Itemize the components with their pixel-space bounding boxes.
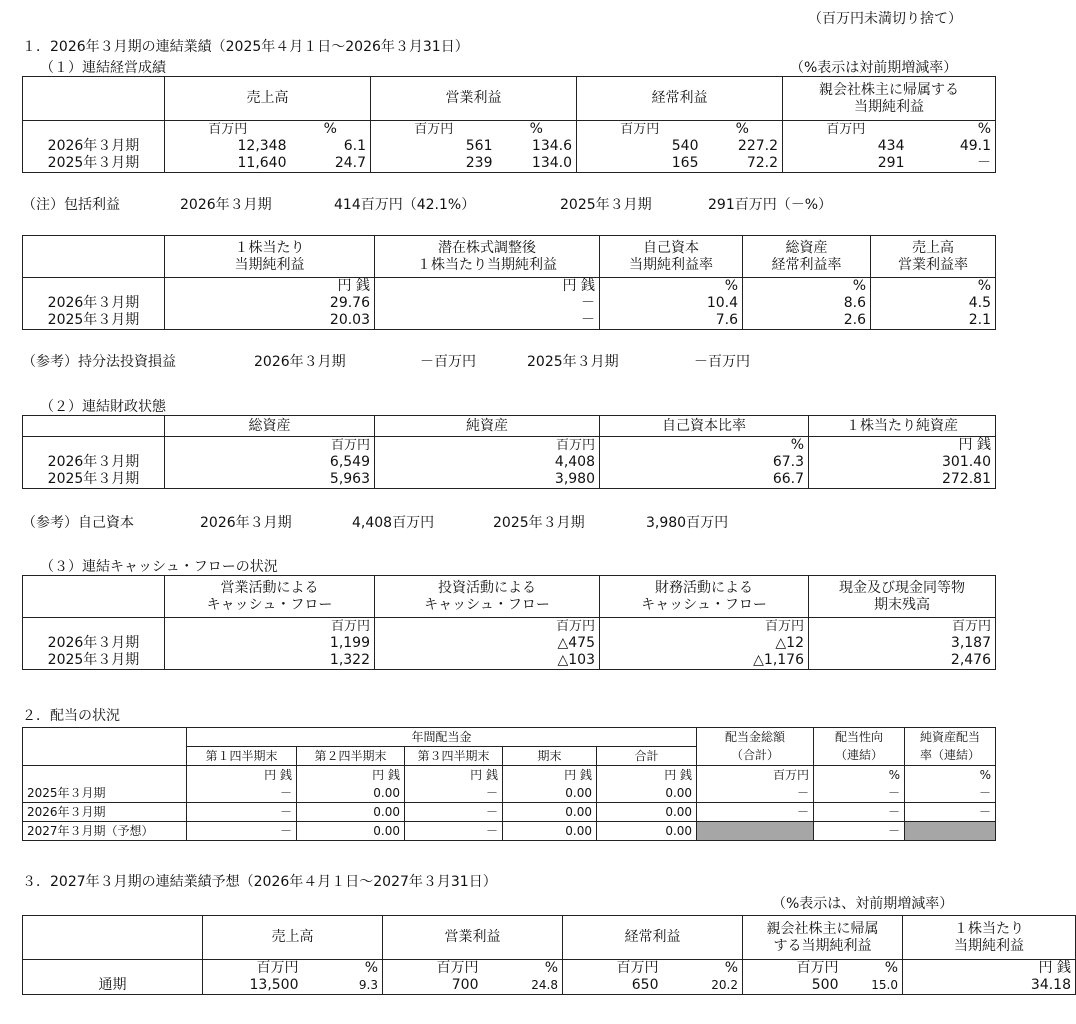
financial-position-table: [22, 415, 996, 489]
unit-cell: 百万円: [743, 960, 843, 978]
note-equity-label: （参考）自己資本: [22, 515, 134, 531]
value-cell: 34.18: [903, 977, 1076, 995]
header-total: 合計: [597, 747, 697, 766]
header-line: 期末残高: [874, 596, 930, 613]
unit-cell: 円 銭: [187, 766, 297, 785]
header-line: 率（連結）: [920, 748, 981, 762]
operating-results-table: [22, 76, 996, 173]
table-row: [23, 977, 1076, 995]
row-label: 2025年３月期: [23, 652, 165, 670]
value-cell: 20.2: [663, 977, 743, 995]
value-cell: 20.03: [165, 312, 375, 330]
unit-cell: %: [743, 278, 871, 296]
value-cell: 24.8: [483, 977, 563, 995]
unit-cell: %: [600, 278, 743, 296]
value-cell: 2,476: [809, 652, 996, 670]
unit-note: （百万円未満切り捨て）: [808, 11, 962, 27]
header-roa: [743, 236, 871, 278]
header-sales: 売上高: [165, 77, 371, 121]
row-label: 2026年３月期: [23, 635, 165, 652]
corner-cell: [23, 416, 165, 437]
header-line: 財務活動による: [655, 579, 753, 596]
note-period-2: 2025年３月期: [493, 515, 585, 531]
header-line: （合計）: [731, 748, 780, 762]
value-cell: －: [814, 822, 905, 841]
row-label: 2026年３月期: [23, 295, 165, 312]
table-row: [23, 784, 996, 803]
value-cell: 3,980: [375, 471, 600, 489]
value-cell: 9.3: [303, 977, 383, 995]
table-row: [23, 803, 996, 822]
header-line: （連結）: [835, 748, 884, 762]
unit-cell: 百万円: [165, 437, 375, 455]
label-cell: [23, 437, 165, 455]
header-net-assets: 純資産: [375, 416, 600, 437]
unit-cell: %: [483, 960, 563, 978]
row-label: 2025年３月期: [23, 784, 187, 803]
unit-cell: %: [909, 121, 996, 139]
corner-cell: [23, 728, 187, 766]
row-label: 通期: [23, 977, 203, 995]
row-label: 2026年３月期: [23, 454, 165, 471]
value-cell: 13,500: [203, 977, 303, 995]
header-eps: [165, 236, 375, 278]
value-cell: －: [187, 822, 297, 841]
value-cell: －: [375, 295, 600, 312]
header-operating-cf: [165, 576, 375, 618]
header-operating-margin: [871, 236, 996, 278]
value-cell: 3,187: [809, 635, 996, 652]
corner-cell: [23, 77, 165, 121]
value-cell: 4,408: [375, 454, 600, 471]
value-cell: 10.4: [600, 295, 743, 312]
value-cell: 49.1: [909, 138, 996, 155]
unit-cell: %: [871, 278, 996, 296]
value-cell: －: [405, 822, 503, 841]
value-cell: △1,176: [600, 652, 809, 670]
value-cell: 700: [383, 977, 483, 995]
header-line: 営業利益率: [898, 256, 968, 273]
table-row: [23, 635, 996, 652]
header-line: 配当金総額: [725, 730, 786, 744]
header-doe: [905, 728, 996, 766]
header-cash-balance: [809, 576, 996, 618]
value-cell: 6,549: [165, 454, 375, 471]
row-label: 2027年３月期（予想）: [23, 822, 187, 841]
header-investing-cf: [375, 576, 600, 618]
unit-cell: 円 銭: [503, 766, 597, 785]
table-row: [23, 652, 996, 670]
header-net-income-line2: 当期純利益: [854, 98, 924, 115]
header-eps: [903, 916, 1076, 960]
row-label: 2025年３月期: [23, 471, 165, 489]
per-share-table: [22, 235, 996, 330]
unit-cell: 百万円: [783, 121, 909, 139]
header-line: 配当性向: [835, 730, 884, 744]
header-total-assets: 総資産: [165, 416, 375, 437]
unit-cell: 百万円: [375, 618, 600, 636]
header-annual-dividend: 年間配当金: [187, 728, 697, 747]
unit-cell: 円 銭: [597, 766, 697, 785]
value-cell: －: [814, 803, 905, 822]
unit-cell: 百万円: [165, 618, 375, 636]
note-value-2: 291百万円（－%）: [708, 197, 833, 213]
value-cell: －: [697, 784, 814, 803]
unit-cell: 百万円: [383, 960, 483, 978]
header-line: する当期純利益: [773, 937, 872, 954]
value-cell: 291: [783, 155, 909, 173]
header-financing-cf: [600, 576, 809, 618]
unit-cell: 円 銭: [375, 278, 600, 296]
value-cell: －: [187, 784, 297, 803]
unit-cell: 円 銭: [903, 960, 1076, 978]
value-cell: －: [405, 803, 503, 822]
value-cell: 500: [743, 977, 843, 995]
subsection-title-cashflow: （３）連結キャッシュ・フローの状況: [40, 559, 278, 575]
unit-cell: %: [843, 960, 903, 978]
value-cell: 561: [465, 138, 493, 154]
unit-cell: 百万円: [600, 618, 809, 636]
header-operating-income: 営業利益: [371, 77, 577, 121]
header-equity-ratio: 自己資本比率: [600, 416, 809, 437]
corner-cell: [23, 916, 203, 960]
forecast-table: [22, 915, 1076, 995]
header-total-dividend: [697, 728, 814, 766]
corner-cell: [23, 236, 165, 278]
value-cell: 29.76: [165, 295, 375, 312]
value-cell: 0.00: [597, 822, 697, 841]
unit-cell: %: [600, 437, 809, 455]
corner-cell: [23, 576, 165, 618]
header-line: 現金及び現金同等物: [839, 579, 965, 596]
unit-cell: %: [905, 766, 996, 785]
unit-cell: %: [497, 121, 577, 139]
value-cell: 0.00: [297, 784, 405, 803]
header-line: 純資産配当: [920, 730, 981, 744]
value-cell: 12,348: [237, 138, 287, 154]
value-cell: 2.1: [871, 312, 996, 330]
value-cell: 1,322: [165, 652, 375, 670]
value-cell: 4.5: [871, 295, 996, 312]
value-cell: 0.00: [297, 822, 405, 841]
value-cell: 66.7: [600, 471, 809, 489]
note-comprehensive-income-label: （注）包括利益: [22, 197, 120, 213]
section-title-dividends: ２．配当の状況: [22, 708, 120, 724]
note-value-1: 414百万円（42.1%）: [334, 197, 476, 213]
header-line: 当期純利益: [954, 937, 1024, 954]
note-value-1: 4,408百万円: [352, 515, 435, 531]
value-cell: 5,963: [165, 471, 375, 489]
table-row: [23, 312, 996, 330]
label-cell: [23, 960, 203, 978]
label-cell: [23, 618, 165, 636]
value-cell: －: [405, 784, 503, 803]
value-cell: 0.00: [503, 822, 597, 841]
pct-note: （%表示は対前期増減率）: [790, 60, 958, 76]
value-cell: 11,640: [165, 155, 291, 173]
unit-cell: 円 銭: [405, 766, 503, 785]
header-ordinary-income: 経常利益: [577, 77, 783, 121]
value-cell: 134.0: [497, 155, 577, 173]
value-cell: 6.1: [291, 138, 371, 155]
unit-cell: 百万円: [165, 121, 291, 139]
unit-cell: 円 銭: [809, 437, 996, 455]
table-row: [23, 471, 996, 489]
pct-note-forecast: （%表示は、対前期増減率）: [772, 896, 954, 912]
header-line: １株当たり当期純利益: [417, 256, 557, 273]
header-line: 営業活動による: [220, 579, 319, 596]
header-line: 当期純利益: [234, 256, 305, 273]
section-title-forecast: ３．2027年３月期の連結業績予想（2026年４月１日～2027年３月31日）: [22, 874, 497, 890]
unit-cell: 百万円: [577, 121, 703, 139]
value-cell: 239: [371, 155, 497, 173]
header-line: 総資産: [785, 239, 828, 256]
dividends-table: [22, 727, 996, 841]
label-cell: [23, 278, 165, 296]
value-cell: 8.6: [743, 295, 871, 312]
header-line: 潜在株式調整後: [438, 239, 536, 256]
header-net-income: [743, 916, 903, 960]
header-q2: 第２四半期末: [297, 747, 405, 766]
header-line: 経常利益率: [771, 256, 842, 273]
value-cell: －: [814, 784, 905, 803]
header-operating-income: 営業利益: [383, 916, 563, 960]
unit-cell: 百万円: [371, 121, 497, 139]
header-line: キャッシュ・フロー: [641, 596, 767, 613]
table-row: [23, 155, 996, 173]
value-cell: －: [905, 784, 996, 803]
cashflow-table: [22, 575, 996, 670]
unit-cell: %: [663, 960, 743, 978]
value-cell: 434: [877, 138, 905, 154]
header-net-income: [783, 77, 996, 121]
header-line: １株当たり: [954, 920, 1024, 937]
note-period-1: 2026年３月期: [254, 354, 346, 370]
unit-cell: %: [814, 766, 905, 785]
label-cell: [23, 766, 187, 785]
value-cell: －: [697, 803, 814, 822]
header-diluted-eps: [375, 236, 600, 278]
value-cell: 0.00: [597, 803, 697, 822]
value-cell: －: [375, 312, 600, 330]
section-title-results: １．2026年３月期の連結業績（2025年４月１日～2026年３月31日）: [22, 39, 469, 55]
row-label: 2026年３月期: [23, 803, 187, 822]
value-cell: 67.3: [600, 454, 809, 471]
note-period-1: 2026年３月期: [180, 197, 272, 213]
header-line: 投資活動による: [438, 579, 536, 596]
shaded-cell: [905, 822, 996, 841]
header-ordinary-income: 経常利益: [563, 916, 743, 960]
subsection-title-financial: （２）連結財政状態: [40, 399, 166, 415]
header-line: 売上高: [912, 239, 954, 256]
note-period-1: 2026年３月期: [200, 515, 292, 531]
note-value-2: －百万円: [694, 354, 750, 370]
value-cell: 1,199: [165, 635, 375, 652]
value-cell: 24.7: [291, 155, 371, 173]
header-line: 当期純利益率: [629, 256, 713, 273]
value-cell: △103: [375, 652, 600, 670]
header-year-end: 期末: [503, 747, 597, 766]
table-row: [23, 454, 996, 471]
unit-cell: 百万円: [809, 618, 996, 636]
header-line: 親会社株主に帰属: [766, 920, 879, 937]
unit-cell: 円 銭: [165, 278, 375, 296]
table-row: [23, 295, 996, 312]
unit-cell: 百万円: [203, 960, 303, 978]
value-cell: 7.6: [600, 312, 743, 330]
subsection-title-operating-results: （１）連結経営成績: [40, 60, 166, 76]
note-value-2: 3,980百万円: [646, 515, 729, 531]
row-label: 2026年３月期: [23, 138, 165, 155]
header-line: 自己資本: [643, 239, 699, 256]
note-value-1: －百万円: [420, 354, 476, 370]
value-cell: 0.00: [597, 784, 697, 803]
value-cell: 134.6: [497, 138, 577, 155]
row-label: 2025年３月期: [23, 155, 165, 173]
value-cell: 0.00: [503, 784, 597, 803]
header-bps: １株当たり純資産: [809, 416, 996, 437]
label-cell: [23, 121, 165, 139]
value-cell: 2.6: [743, 312, 871, 330]
value-cell: 165: [577, 155, 703, 173]
value-cell: 540: [671, 138, 699, 154]
header-q3: 第３四半期末: [405, 747, 503, 766]
unit-cell: %: [291, 121, 371, 139]
unit-cell: 百万円: [375, 437, 600, 455]
unit-cell: 円 銭: [297, 766, 405, 785]
unit-cell: %: [303, 960, 383, 978]
value-cell: －: [905, 803, 996, 822]
note-equity-method-label: （参考）持分法投資損益: [22, 354, 176, 370]
unit-cell: 百万円: [563, 960, 663, 978]
value-cell: 72.2: [703, 155, 783, 173]
header-line: キャッシュ・フロー: [206, 596, 333, 613]
value-cell: 301.40: [809, 454, 996, 471]
header-sales: 売上高: [203, 916, 383, 960]
header-line: １株当たり: [234, 239, 305, 256]
value-cell: －: [187, 803, 297, 822]
value-cell: －: [909, 155, 996, 173]
header-roe: [600, 236, 743, 278]
value-cell: 272.81: [809, 471, 996, 489]
header-q1: 第１四半期末: [187, 747, 297, 766]
header-net-income-line1: 親会社株主に帰属する: [819, 81, 959, 98]
value-cell: 227.2: [703, 138, 783, 155]
unit-cell: 百万円: [697, 766, 814, 785]
note-period-2: 2025年３月期: [527, 354, 619, 370]
table-row: [23, 822, 996, 841]
unit-cell: %: [703, 121, 783, 139]
header-payout-ratio: [814, 728, 905, 766]
value-cell: △12: [600, 635, 809, 652]
value-cell: 650: [563, 977, 663, 995]
header-line: キャッシュ・フロー: [424, 596, 550, 613]
row-label: 2025年３月期: [23, 312, 165, 330]
value-cell: 15.0: [843, 977, 903, 995]
table-row: [23, 138, 996, 155]
value-cell: △475: [375, 635, 600, 652]
note-period-2: 2025年３月期: [560, 197, 652, 213]
value-cell: 0.00: [503, 803, 597, 822]
shaded-cell: [697, 822, 814, 841]
value-cell: 0.00: [297, 803, 405, 822]
